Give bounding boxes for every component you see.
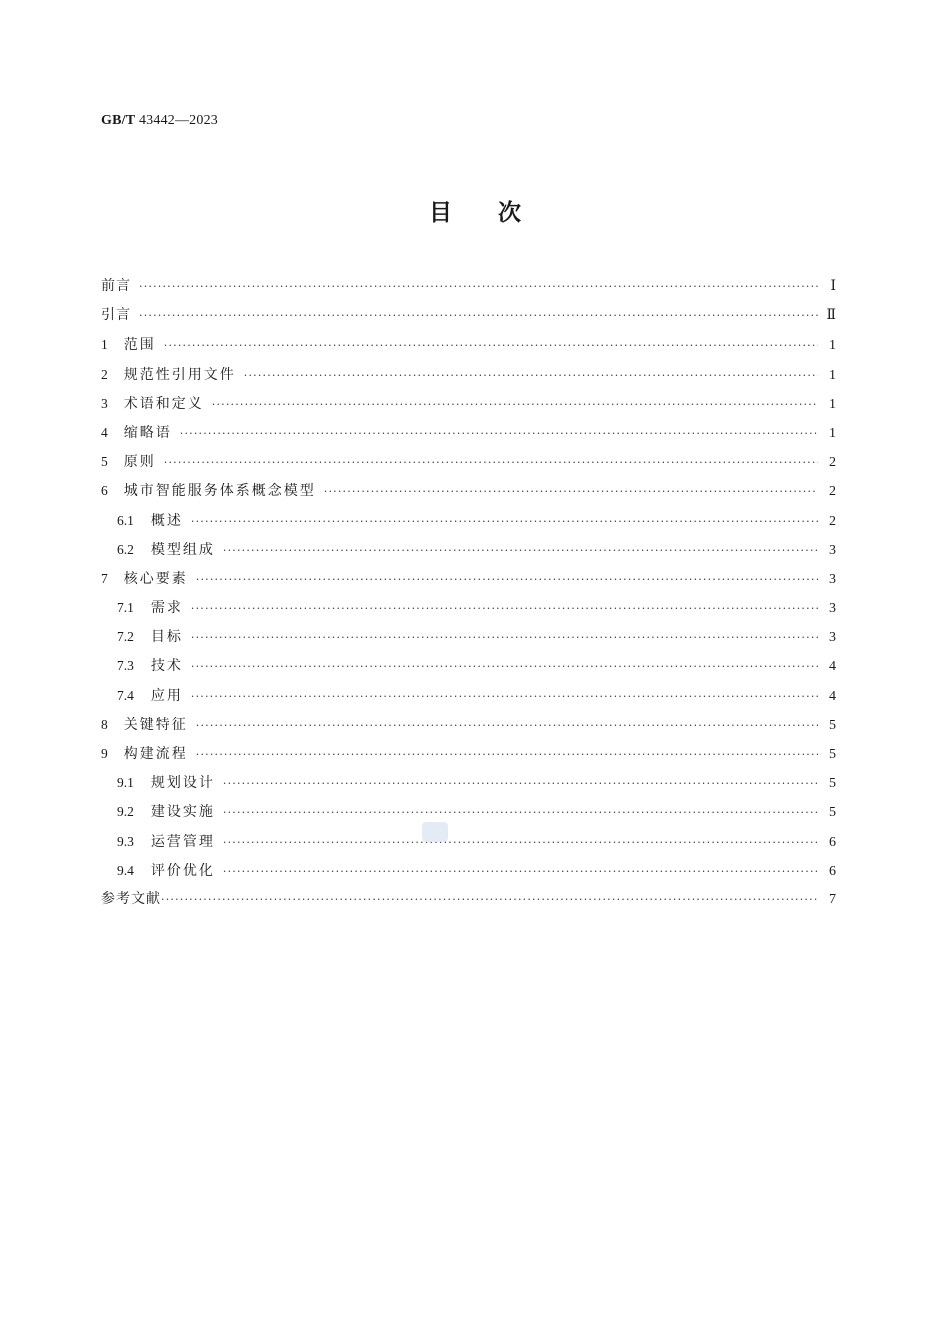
dot-leader: [180, 419, 818, 448]
toc-entry[interactable]: [101, 827, 836, 856]
toc-entry-number: 9: [101, 746, 108, 761]
dot-leader: [244, 361, 818, 390]
dot-leader: [223, 536, 818, 565]
toc-entry-title: 原则: [123, 454, 156, 471]
toc-entry[interactable]: [101, 389, 836, 418]
standard-code: [101, 113, 218, 129]
toc-entry-title: 核心要素: [123, 570, 188, 587]
toc-entry[interactable]: [101, 739, 836, 768]
dot-leader: [191, 507, 818, 536]
toc-entry-number: 9.1: [117, 775, 134, 791]
dot-leader: [164, 448, 818, 477]
toc-entry[interactable]: [101, 535, 836, 564]
dot-leader: [324, 477, 818, 506]
dot-leader: [196, 740, 818, 769]
toc-entry-page: 3: [829, 542, 836, 558]
dot-leader: [191, 623, 818, 652]
toc-entry-number: 9.2: [117, 804, 134, 820]
toc-entry-page: 2: [829, 455, 836, 471]
toc-entry[interactable]: [101, 768, 836, 797]
toc-entry-page: 1: [829, 367, 836, 383]
toc-entry[interactable]: [101, 330, 836, 359]
toc-entry[interactable]: [101, 506, 836, 535]
toc-entry-title: 评价优化: [150, 862, 215, 879]
page-title: 目次: [429, 200, 567, 226]
toc-entry-page: 6: [829, 863, 836, 879]
toc-entry-title: 规范性引用文件: [123, 366, 236, 383]
toc-entry-number: 4: [101, 424, 108, 440]
toc-entry-title: 运营管理: [150, 833, 215, 850]
toc-entry-number: 2: [101, 366, 108, 382]
toc-entry-title: 术语和定义: [123, 395, 204, 412]
dot-leader: [139, 301, 818, 330]
toc-entry-page: 1: [829, 338, 836, 354]
toc-entry-number: 5: [101, 454, 108, 470]
toc-entry-page: 5: [829, 717, 836, 733]
toc-entry[interactable]: [101, 856, 836, 885]
toc-entry-page: 3: [829, 571, 836, 587]
dot-leader: [196, 565, 818, 594]
toc-entry-page: 1: [829, 425, 836, 441]
toc-entry-page: 5: [829, 747, 836, 762]
toc-entry-number: 6.2: [117, 541, 134, 557]
toc-entry-number: 1: [101, 337, 108, 353]
toc-entry-number: 7.1: [117, 600, 134, 616]
toc-entry-title: 技术: [150, 658, 183, 675]
toc-entry-number: 3: [101, 395, 108, 411]
toc-entry-title: 需求: [150, 600, 183, 617]
dot-leader: [212, 390, 818, 419]
dot-leader: [223, 828, 818, 857]
dot-leader: [161, 885, 818, 914]
dot-leader: [139, 272, 818, 301]
table-of-contents: [101, 272, 836, 914]
toc-entry-title: 前言: [101, 278, 131, 294]
toc-entry-number: 7.2: [117, 629, 134, 645]
toc-entry[interactable]: [101, 681, 836, 710]
toc-entry-title: 规划设计: [150, 775, 215, 792]
toc-entry-number: 7: [101, 570, 108, 586]
toc-entry-page: Ⅰ: [830, 279, 836, 294]
dot-leader: [223, 798, 818, 827]
toc-entry-page: 7: [829, 891, 836, 907]
toc-entry-number: 9.4: [117, 862, 134, 878]
toc-entry[interactable]: [101, 476, 836, 505]
toc-entry-title: 应用: [150, 687, 183, 704]
toc-entry-page: 4: [829, 659, 836, 675]
toc-entry-title: 目标: [150, 629, 183, 646]
toc-entry-title: 引言: [101, 307, 131, 324]
toc-entry[interactable]: [101, 564, 836, 593]
toc-entry-page: 6: [829, 834, 836, 850]
toc-entry-page: 2: [829, 513, 836, 529]
toc-entry[interactable]: [101, 710, 836, 739]
toc-entry-page: 1: [829, 396, 836, 412]
dot-leader: [223, 769, 818, 798]
toc-entry[interactable]: [101, 885, 836, 914]
toc-entry[interactable]: [101, 593, 836, 622]
toc-entry-title: 缩略语: [123, 424, 172, 441]
toc-entry[interactable]: [101, 797, 836, 826]
dot-leader: [196, 711, 818, 740]
toc-entry-number: 6: [101, 483, 108, 499]
toc-entry-page: 3: [829, 630, 836, 646]
toc-entry-title: 关键特征: [123, 716, 188, 733]
toc-entry[interactable]: [101, 447, 836, 476]
dot-leader: [191, 594, 818, 623]
toc-entry-page: 3: [829, 601, 836, 617]
dot-leader: [191, 652, 818, 681]
dot-leader: [164, 331, 818, 360]
toc-entry-page: 4: [829, 688, 836, 704]
toc-entry-title: 概述: [150, 512, 183, 529]
toc-entry[interactable]: [101, 301, 836, 330]
toc-entry[interactable]: [101, 272, 836, 301]
toc-entry[interactable]: [101, 360, 836, 389]
toc-entry-title: 构建流程: [123, 746, 188, 762]
toc-entry-page: 5: [829, 805, 836, 821]
toc-entry-number: 8: [101, 716, 108, 732]
toc-entry[interactable]: [101, 418, 836, 447]
toc-entry[interactable]: [101, 622, 836, 651]
toc-entry-number: 7.4: [117, 687, 134, 703]
toc-entry-title: 范围: [123, 337, 156, 354]
toc-entry-title: 模型组成: [150, 541, 215, 558]
toc-entry-title: 建设实施: [150, 804, 215, 821]
standard-prefix: GB/T: [101, 113, 136, 128]
toc-entry-title: 城市智能服务体系概念模型: [123, 483, 316, 500]
toc-entry-page: 2: [829, 484, 836, 500]
toc-entry-number: 9.3: [117, 833, 134, 849]
watermark-logo: [422, 822, 448, 842]
toc-entry-page: 5: [829, 776, 836, 792]
standard-number: 43442—2023: [138, 113, 218, 128]
toc-entry-number: 7.3: [117, 658, 134, 674]
toc-entry-page: Ⅱ: [826, 308, 836, 324]
dot-leader: [191, 682, 818, 711]
toc-entry-title: 参考文献: [101, 890, 161, 907]
toc-entry-number: 6.1: [117, 512, 134, 528]
dot-leader: [223, 857, 818, 886]
toc-entry[interactable]: [101, 651, 836, 680]
